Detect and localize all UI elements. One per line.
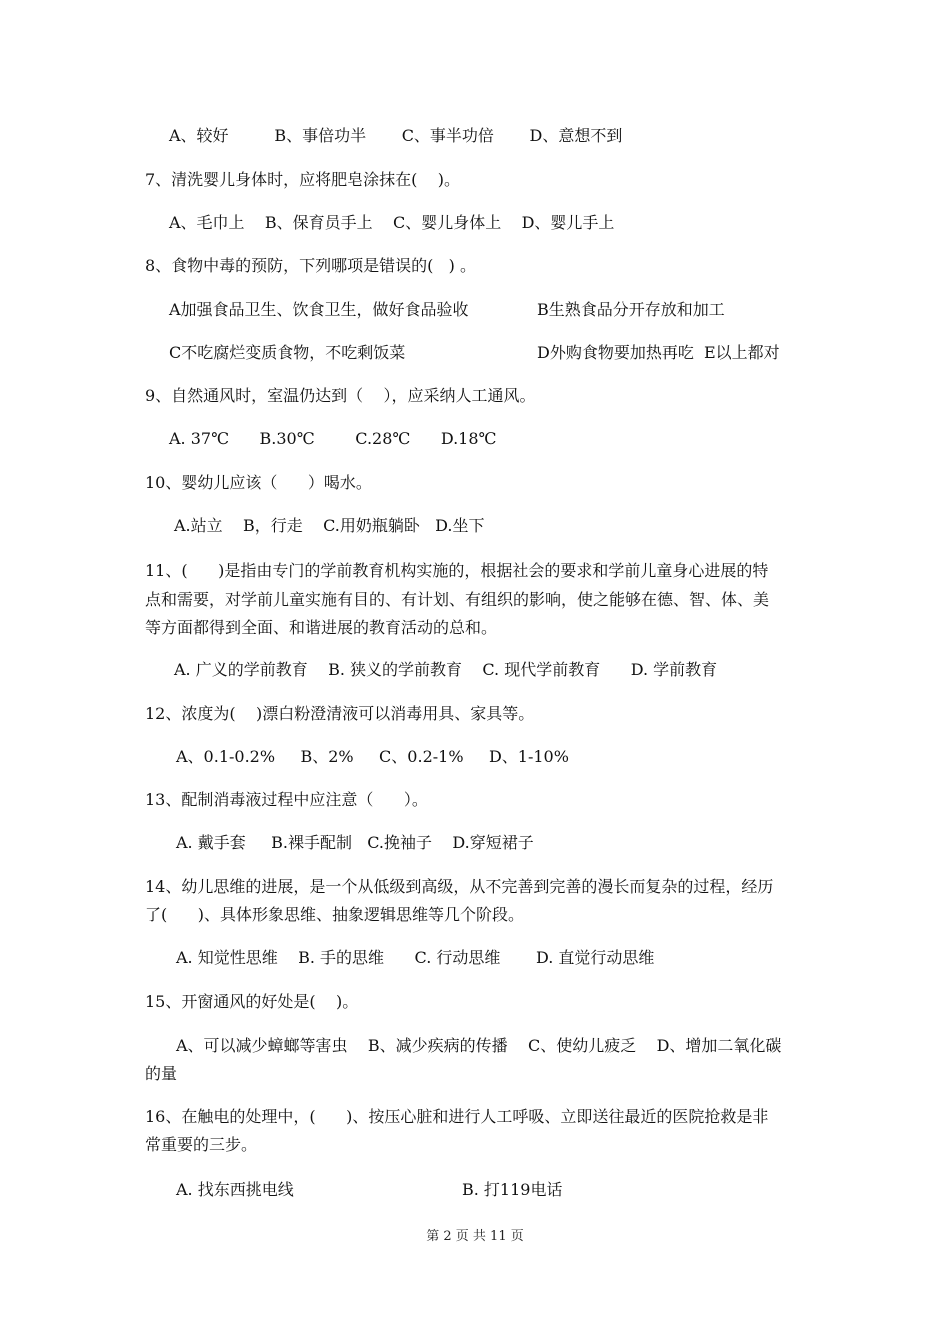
q16-question-line2: 常重要的三步。 [145, 1135, 258, 1154]
q6-options: A、较好 B、事倍功半 C、事半功倍 D、意想不到 [169, 126, 623, 145]
q16-option-a: A. 找东西挑电线 [176, 1180, 294, 1199]
q13-question: 13、配制消毒液过程中应注意（ ）。 [145, 790, 428, 809]
q11-question-line3: 等方面都得到全面、和谐进展的教育活动的总和。 [145, 618, 498, 637]
q11-question-line2: 点和需要，对学前儿童实施有目的、有计划、有组织的影响，使之能够在德、智、体、美 [145, 590, 770, 609]
q11-question-line1: 11、( )是指由专门的学前教育机构实施的，根据社会的要求和学前儿童身心进展的特 [145, 561, 769, 580]
q9-question: 9、自然通风时，室温仍达到（ ），应采纳人工通风。 [145, 386, 536, 405]
q8-question: 8、食物中毒的预防，下列哪项是错误的( ) 。 [145, 256, 477, 275]
q15-question: 15、开窗通风的好处是( )。 [145, 992, 359, 1011]
q10-options: A.站立 B，行走 C.用奶瓶躺卧 D.坐下 [174, 516, 485, 535]
q11-options: A. 广义的学前教育 B. 狭义的学前教育 C. 现代学前教育 D. 学前教育 [174, 660, 718, 679]
q15-options-line1: A、可以减少蟑螂等害虫 B、减少疾病的传播 C、使幼儿疲乏 D、增加二氧化碳 [176, 1036, 782, 1055]
q15-options-line2: 的量 [145, 1064, 178, 1083]
q10-question: 10、婴幼儿应该（ ）喝水。 [145, 473, 372, 492]
q14-question-line2: 了( )、具体形象思维、抽象逻辑思维等几个阶段。 [145, 905, 525, 924]
q14-options: A. 知觉性思维 B. 手的思维 C. 行动思维 D. 直觉行动思维 [176, 948, 655, 967]
q14-question-line1: 14、幼儿思维的进展，是一个从低级到高级，从不完善到完善的漫长而复杂的过程，经历 [145, 877, 774, 896]
page-number-footer: 第 2 页 共 11 页 [426, 1229, 524, 1244]
q8-option-a: A加强食品卫生、饮食卫生，做好食品验收 [169, 300, 469, 319]
q16-option-b: B. 打119电话 [462, 1180, 563, 1199]
q13-options: A. 戴手套 B.裸手配制 C.挽袖子 D.穿短裙子 [176, 833, 534, 852]
q7-question: 7、清洗婴儿身体时，应将肥皂涂抹在( )。 [145, 170, 461, 189]
q7-options: A、毛巾上 B、保育员手上 C、婴儿身体上 D、婴儿手上 [169, 213, 615, 232]
q16-question-line1: 16、在触电的处理中，( )、按压心脏和进行人工呼吸、立即送往最近的医院抢救是非 [145, 1107, 769, 1126]
q8-option-c: C不吃腐烂变质食物，不吃剩饭菜 [169, 343, 406, 362]
q8-option-d-e: D外购食物要加热再吃 E以上都对 [537, 343, 780, 362]
q12-question: 12、浓度为( )漂白粉澄清液可以消毒用具、家具等。 [145, 704, 535, 723]
q9-options: A. 37℃ B.30℃ C.28℃ D.18℃ [169, 429, 497, 448]
q12-options: A、0.1-0.2% B、2% C、0.2-1% D、1-10% [176, 747, 569, 766]
q8-option-b: B生熟食品分开存放和加工 [537, 300, 725, 319]
